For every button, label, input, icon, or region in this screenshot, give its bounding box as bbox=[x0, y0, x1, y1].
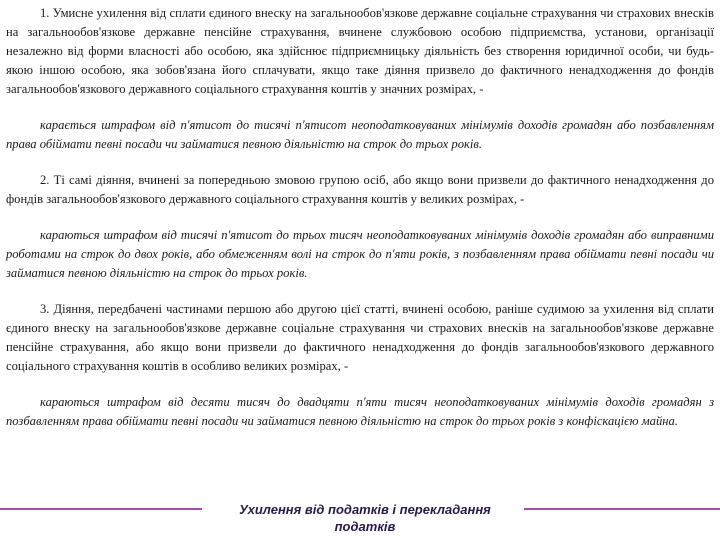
section-1-penalty: карається штрафом від п'ятисот до тисячі п'ятисот неоподатковуваних мінімумів доходів громадян або позбавленням права обіймати певні посади чи займатися певною діяльністю на строк до трьох років. bbox=[6, 118, 714, 151]
document-body bbox=[6, 4, 714, 448]
footer-divider-left bbox=[0, 508, 202, 510]
footer-divider-right bbox=[524, 508, 720, 510]
section-1-text: 1. Умисне ухилення від сплати єдиного внеску на загальнообов'язкове державне соціальне страхування чи страхових внесків на загальнообов'язкове державне пенсійне страхування, вчинене службовою особою підприємства, установи, організації незалежно від форми власності або особою, яка здійснює підприємницьку діяльність без створення юридичної особи, чи будь-якою іншою особою, яка зобов'язана його сплачувати, якщо таке діяння призвело до фактичного ненадходження до фондів загальнообов'язкового державного соціального страхування коштів у значних розмірах, - bbox=[6, 6, 714, 96]
footer-title: Ухилення від податків і перекладання податків bbox=[239, 502, 491, 534]
section-3-text: 3. Діяння, передбачені частинами першою або другою цієї статті, вчинені особою, раніше судимою за ухилення від сплати єдиного внеску на загальнообов'язкове державне соціальне страхування чи страхових внесків на загальнообов'язкове державне пенсійне страхування, або якщо вони призвели до фактичного ненадходження до фондів загальнообов'язкового державного соціального страхування коштів в особливо великих розмірах, - bbox=[6, 302, 714, 373]
section-3-penalty: караються штрафом від десяти тисяч до двадцяти п'яти тисяч неоподатковуваних мінімумів доходів громадян з позбавленням права обіймати певні посади чи займатися певною діяльністю на строк до трьох років з конфіскацією майна. bbox=[6, 395, 714, 428]
section-2-text: 2. Ті самі діяння, вчинені за попередньою змовою групою осіб, або якщо вони призвели до фактичного ненадходження до фондів загальнообов'язкового державного соціального страхування коштів у великих розмірах, - bbox=[6, 173, 714, 206]
section-2-penalty: караються штрафом від тисячі п'ятисот до трьох тисяч неоподатковуваних мінімумів доходів громадян або виправними роботами на строк до двох років, або обмеженням волі на строк до п'яти років, з позбавленням права обіймати певні посади чи займатися певною діяльністю на строк до трьох років. bbox=[6, 228, 714, 280]
footer bbox=[0, 500, 720, 540]
